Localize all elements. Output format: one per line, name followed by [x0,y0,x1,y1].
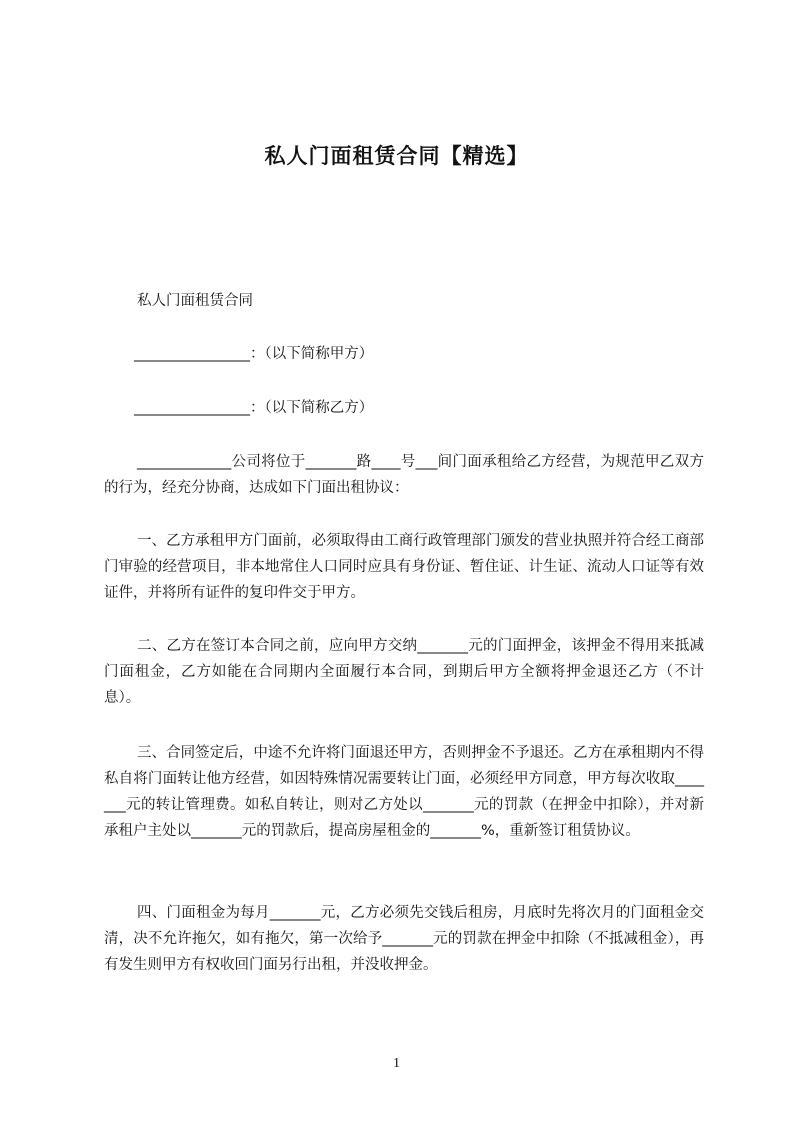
contract-heading: 私人门面租赁合同 [137,293,253,309]
party-b-line: ________________：（以下简称乙方） [134,400,374,416]
clause-2: 二、乙方在签订本合同之前，应向甲方交纳_______元的门面押金，该押金不得用来抵减门面租金，乙方如能在合同期内全面履行本合同，到期后甲方全额将押金退还乙方（不计息）。 [104,638,704,706]
document-title: 私人门面租赁合同【精选】 [264,144,529,168]
clause-1: 一、乙方承租甲方门面前，必须取得由工商行政管理部门颁发的营业执照并符合经工商部门审验的经营项目，非本地常住人口同时应具有身份证、暂住证、计生证、流动人口证等有效证件，并将所有证件的复印件交于甲方。 [104,533,704,601]
clause-4: 四、门面租金为每月_______元，乙方必须先交钱后租房，月底时先将次月的门面租金交清，决不允许拖欠，如有拖欠，第一次给予_______元的罚款在押金中扣除（不抵减租金），再有发生则甲方有权收回门面另行出租，并没收押金。 [104,905,704,973]
clause-3: 三、合同签定后，中途不允许将门面退还甲方，否则押金不予退还。乙方在承租期内不得私自将门面转让他方经营，如因特殊情况需要转让门面，必须经甲方同意，甲方每次收取_______元的转让管理费。如私自转让，则对乙方处以_______元的罚款（在押金中扣除），并对新承租户主处以_______元的罚款后，提高房屋租金的_______%，重新签订租赁协议。 [104,745,704,839]
intro-paragraph: _____________公司将位于_______路____号___间门面承租给乙方经营，为规范甲乙双方的行为，经充分协商，达成如下门面出租协议： [104,454,704,496]
page-number: 1 [393,1056,400,1071]
party-a-line: ________________：（以下简称甲方） [134,346,374,362]
